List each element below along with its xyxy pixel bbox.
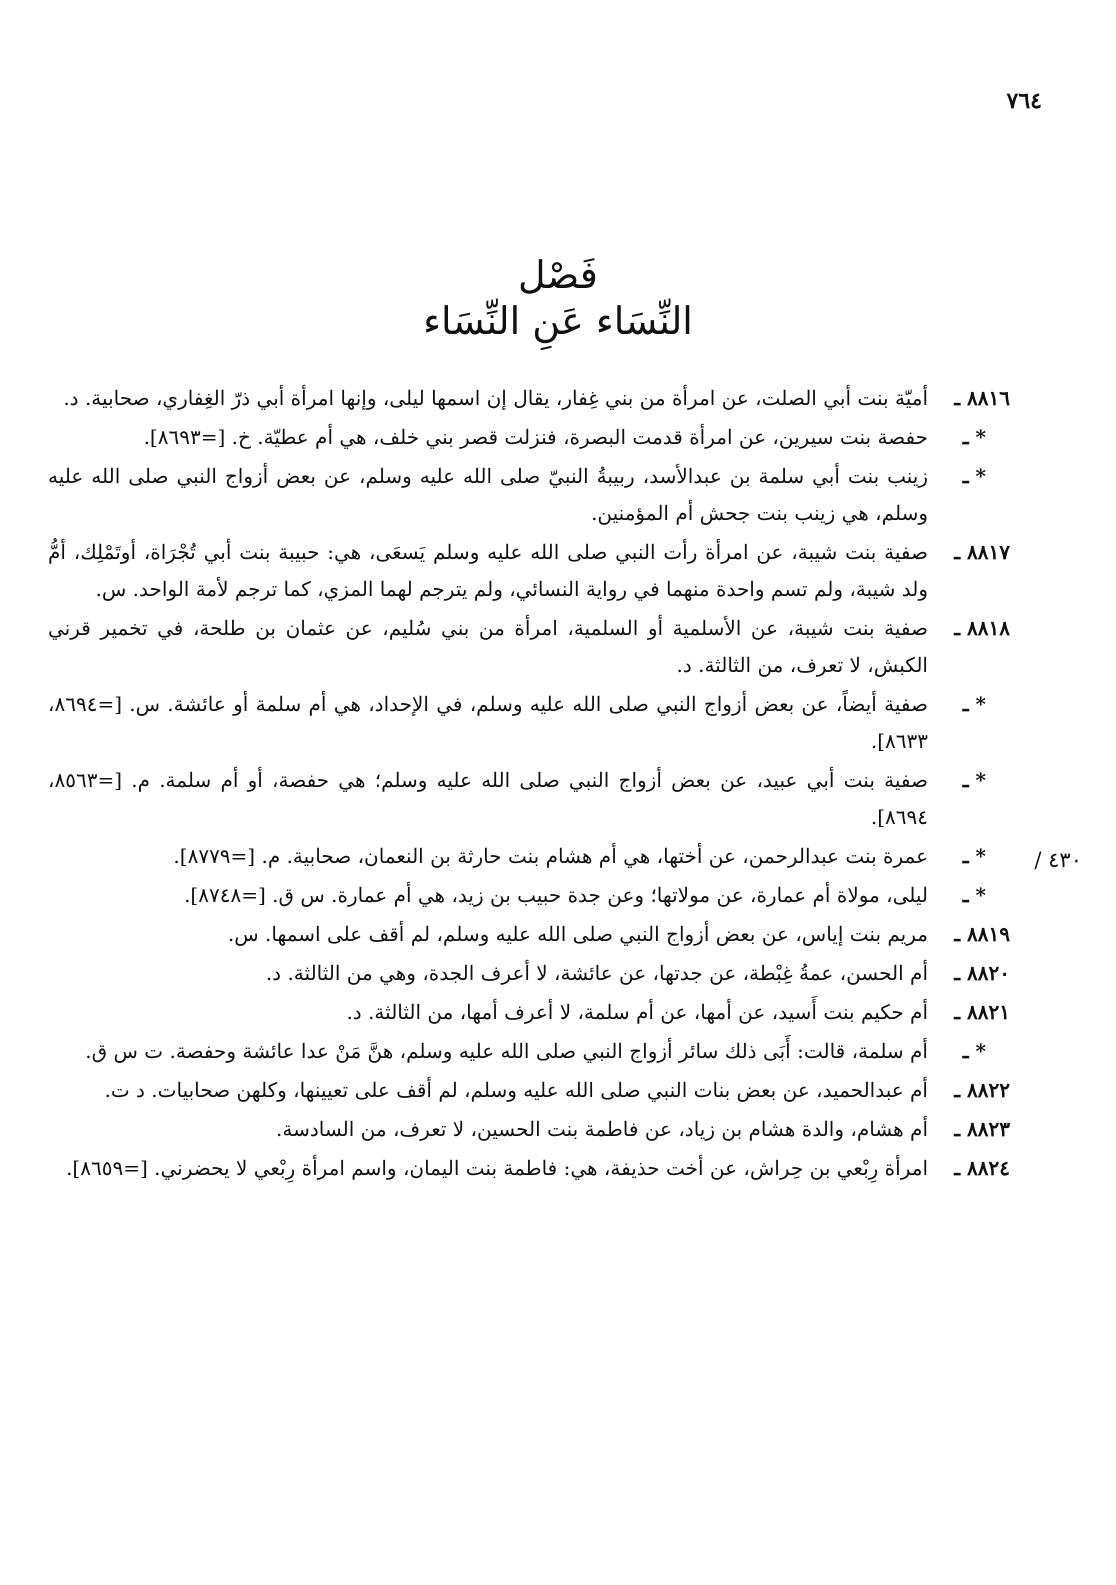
sub-entry bbox=[48, 838, 1010, 875]
section-heading-title: فَصْل bbox=[518, 253, 598, 297]
sub-entry bbox=[48, 686, 1010, 760]
entry-text: حفصة بنت سيرين، عن امرأة قدمت البصرة، فنزلت قصر بني خلف، هي أم عطيّة. خ. [=٨٦٩٣]. bbox=[143, 425, 928, 449]
entry-text: مريم بنت إياس، عن بعض أزواج النبي صلى الله عليه وسلم، لم أقف على اسمها. س. bbox=[227, 922, 928, 946]
star-marker: * ـ bbox=[962, 464, 986, 488]
entry-text: أميّة بنت أبي الصلت، عن امرأة من بني غِفار، يقال إن اسمها ليلى، وإنها امرأة أبي ذرّ الغِفاري، صحابية. د. bbox=[63, 386, 928, 410]
sub-entry bbox=[48, 419, 1010, 456]
sub-entry bbox=[48, 762, 1010, 836]
star-marker: * ـ bbox=[962, 425, 986, 449]
entry-8820 bbox=[48, 955, 1010, 992]
entry-8819 bbox=[48, 916, 1010, 953]
entry-number: ٨٨٢٤ ـ bbox=[954, 1156, 1010, 1180]
sub-entry bbox=[48, 458, 1010, 532]
entry-text: امرأة رِبْعي بن حِراش، عن أخت حذيفة، هي: فاطمة بنت اليمان، واسم امرأة رِبْعي لا يحضرني. [=٨٦٥٩]. bbox=[66, 1156, 928, 1180]
entry-text: صفية أيضاً، عن بعض أزواج النبي صلى الله عليه وسلم، في الإحداد، هي أم سلمة أو عائشة. س. [=٨٦٩٤، ٨٦٣٣]. bbox=[48, 692, 928, 753]
entry-text: أم الحسن، عمةُ غِبْطة، عن جدتها، عن عائشة، لا أعرف الجدة، وهي من الثالثة. د. bbox=[265, 961, 928, 985]
entry-number: ٨٨١٧ ـ bbox=[954, 540, 1010, 564]
entry-8824 bbox=[48, 1150, 1010, 1187]
entry-8822 bbox=[48, 1072, 1010, 1109]
margin-volume-note: ٤٣٠ / bbox=[1034, 848, 1082, 872]
entry-text: ليلى، مولاة أم عمارة، عن مولاتها؛ وعن جدة حبيب بن زيد، هي أم عمارة. س ق. [=٨٧٤٨]. bbox=[184, 883, 928, 907]
entry-text: صفية بنت شيبة، عن الأسلمية أو السلمية، امرأة من بني سُليم، عن عثمان بن طلحة، في تخمير قرني الكبش، لا تعرف، من الثالثة. د. bbox=[48, 616, 928, 677]
sub-entry bbox=[48, 1033, 1010, 1070]
star-marker: * ـ bbox=[962, 844, 986, 868]
section-heading bbox=[0, 252, 1116, 344]
star-marker: * ـ bbox=[962, 768, 986, 792]
entry-text: زينب بنت أبي سلمة بن عبدالأسد، ربيبةُ النبيّ صلى الله عليه وسلم، عن بعض أزواج النبي صلى الله عليه وسلم، هي زينب بنت جحش أم المؤمنين. bbox=[48, 464, 928, 525]
star-marker: * ـ bbox=[962, 883, 986, 907]
entry-text: صفية بنت أبي عبيد، عن بعض أزواج النبي صلى الله عليه وسلم؛ هي حفصة، أو أم سلمة. م. [=٨٥٦٣، ٨٦٩٤]. bbox=[48, 768, 928, 829]
entry-8817 bbox=[48, 534, 1010, 608]
sub-entry bbox=[48, 877, 1010, 914]
star-marker: * ـ bbox=[962, 692, 986, 716]
entry-number: ٨٨٢٣ ـ bbox=[954, 1117, 1010, 1141]
entry-number: ٨٨٢٠ ـ bbox=[954, 961, 1010, 985]
entry-number: ٨٨١٦ ـ bbox=[954, 386, 1010, 410]
page-number: ٧٦٤ bbox=[1006, 88, 1042, 114]
entry-text: صفية بنت شيبة، عن امرأة رأت النبي صلى الله عليه وسلم يَسعَى، هي: حبيبة بنت أبي تُجْرَاة، أوتَمْلِك، أمُّ ولد شيبة، ولم تسم واحدة منهما في رواية النسائي، ولم يترجم لهما المزي، كما ترجم لأمة الواحد. س. bbox=[48, 540, 928, 601]
entry-number: ٨٨١٩ ـ bbox=[954, 922, 1010, 946]
entry-text: أم هشام، والدة هشام بن زياد، عن فاطمة بنت الحسين، لا تعرف، من السادسة. bbox=[275, 1117, 928, 1141]
entry-number: ٨٨١٨ ـ bbox=[954, 616, 1010, 640]
entry-8821 bbox=[48, 994, 1010, 1031]
entry-8823 bbox=[48, 1111, 1010, 1148]
entry-text: أم عبدالحميد، عن بعض بنات النبي صلى الله عليه وسلم، لم أقف على تعيينها، وكلهن صحابيات. د ت. bbox=[104, 1078, 928, 1102]
entries-list bbox=[48, 380, 1010, 1189]
entry-text: عمرة بنت عبدالرحمن، عن أختها، هي أم هشام بنت حارثة بن النعمان، صحابية. م. [=٨٧٧٩]. bbox=[173, 844, 928, 868]
entry-text: أم حكيم بنت أَسيد، عن أمها، عن أم سلمة، لا أعرف أمها، من الثالثة. د. bbox=[346, 1000, 928, 1024]
section-heading-subtitle: النِّسَاء عَنِ النِّسَاء bbox=[423, 299, 693, 343]
star-marker: * ـ bbox=[962, 1039, 986, 1063]
entry-text: أم سلمة، قالت: أَبَى ذلك سائر أزواج النبي صلى الله عليه وسلم، هنَّ مَنْ عدا عائشة وحفصة. ت س ق. bbox=[85, 1039, 928, 1063]
entry-number: ٨٨٢١ ـ bbox=[954, 1000, 1010, 1024]
entry-8818 bbox=[48, 610, 1010, 684]
entry-number: ٨٨٢٢ ـ bbox=[954, 1078, 1010, 1102]
entry-8816 bbox=[48, 380, 1010, 417]
